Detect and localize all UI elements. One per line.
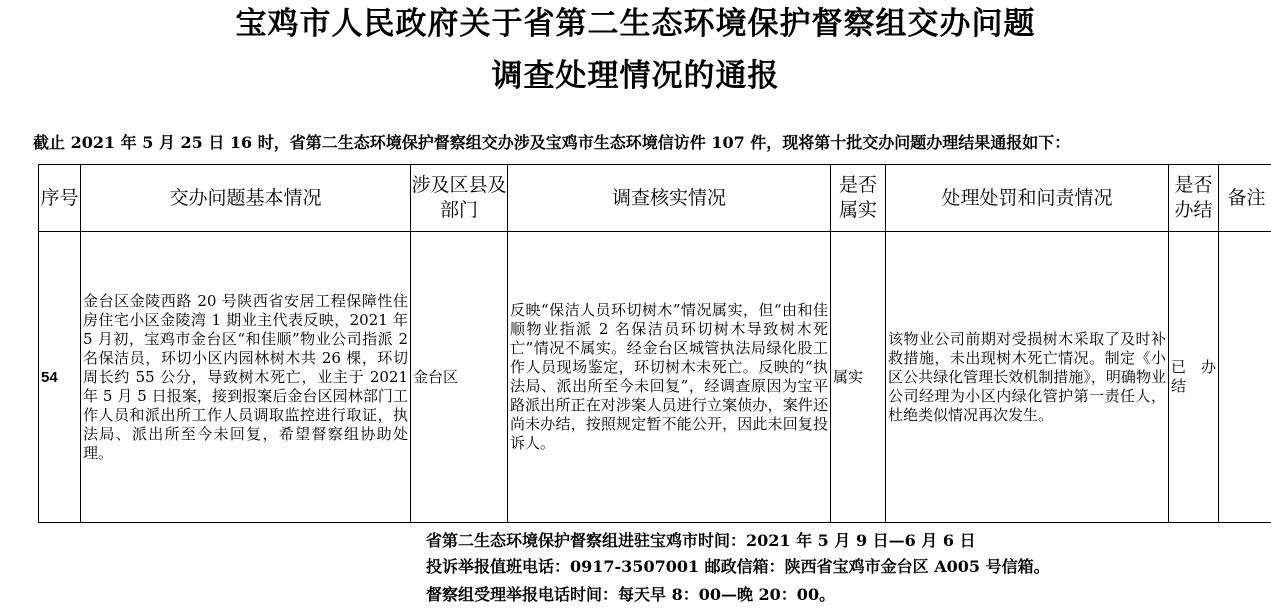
row-department: 金台区 — [411, 232, 508, 523]
row-is-done: 已 办结 — [1169, 232, 1219, 523]
intro-paragraph: 截止 2021 年 5 月 25 日 16 时，省第二生态环境保护督察组交办涉及宝鸡市生态环境信访件 107 件，现将第十批交办问题办理结果通报如下： — [33, 133, 1071, 152]
header-verification: 调查核实情况 — [508, 165, 831, 232]
report-table — [38, 164, 1271, 523]
header-note: 备注 — [1219, 165, 1271, 232]
footer-period: 省第二生态环境保护督察组进驻宝鸡市时间：2021 年 5 月 9 日—6 月 6 日 — [426, 531, 976, 550]
table-header-row — [39, 165, 1271, 232]
header-handling: 处理处罚和问责情况 — [886, 165, 1169, 232]
header-is-fact: 是否属实 — [831, 165, 886, 232]
header-basic-info: 交办问题基本情况 — [81, 165, 411, 232]
table-row — [39, 232, 1271, 523]
row-note — [1219, 232, 1271, 523]
row-is-fact: 属实 — [831, 232, 886, 523]
row-basic-info: 金台区金陵西路 20 号陕西省安居工程保障性住房住宅小区金陵湾 1 期业主代表反映，2021 年 5 月初，宝鸡市金台区“和佳顺”物业公司指派 2 名保洁员，环切小区内园林树木共 26 棵，环切周长约 55 公分，导致树木死亡，业主于 2021 年 5 月 5 日报案，接到报案后金台区园林部门工作人员和派出所工作人员调取监控进行取证，执法局、派出所至今未回复，希望督察组协助处理。 — [81, 232, 411, 523]
document-title-line1: 宝鸡市人民政府关于省第二生态环境保护督察组交办问题 — [235, 6, 1036, 42]
row-seq: 54 — [39, 232, 81, 523]
footer-hours: 督察组受理举报电话时间：每天早 8：00—晚 20：00。 — [426, 585, 836, 604]
header-department: 涉及区县及部门 — [411, 165, 508, 232]
header-seq: 序号 — [39, 165, 81, 232]
row-handling: 该物业公司前期对受损树木采取了及时补救措施，未出现树木死亡情况。制定《小区公共绿化管理长效机制措施》，明确物业公司经理为小区内绿化管护第一责任人，杜绝类似情况再次发生。 — [886, 232, 1169, 523]
row-verification: 反映“保洁人员环切树木”情况属实，但“由和佳顺物业指派 2 名保洁员环切树木导致树木死亡”情况不属实。经金台区城管执法局绿化股工作人员现场鉴定，环切树木未死亡。反映的“执法局、派出所至今未回复”，经调查原因为宝平路派出所正在对涉案人员进行立案侦办，案件还尚未办结，按照规定暂不能公开，因此未回复投诉人。 — [508, 232, 831, 523]
header-is-done: 是否办结 — [1169, 165, 1219, 232]
document-title-line2: 调查处理情况的通报 — [491, 58, 780, 94]
footer-hotline: 投诉举报值班电话：0917-3507001 邮政信箱：陕西省宝鸡市金台区 A005 号信箱。 — [426, 557, 1050, 576]
